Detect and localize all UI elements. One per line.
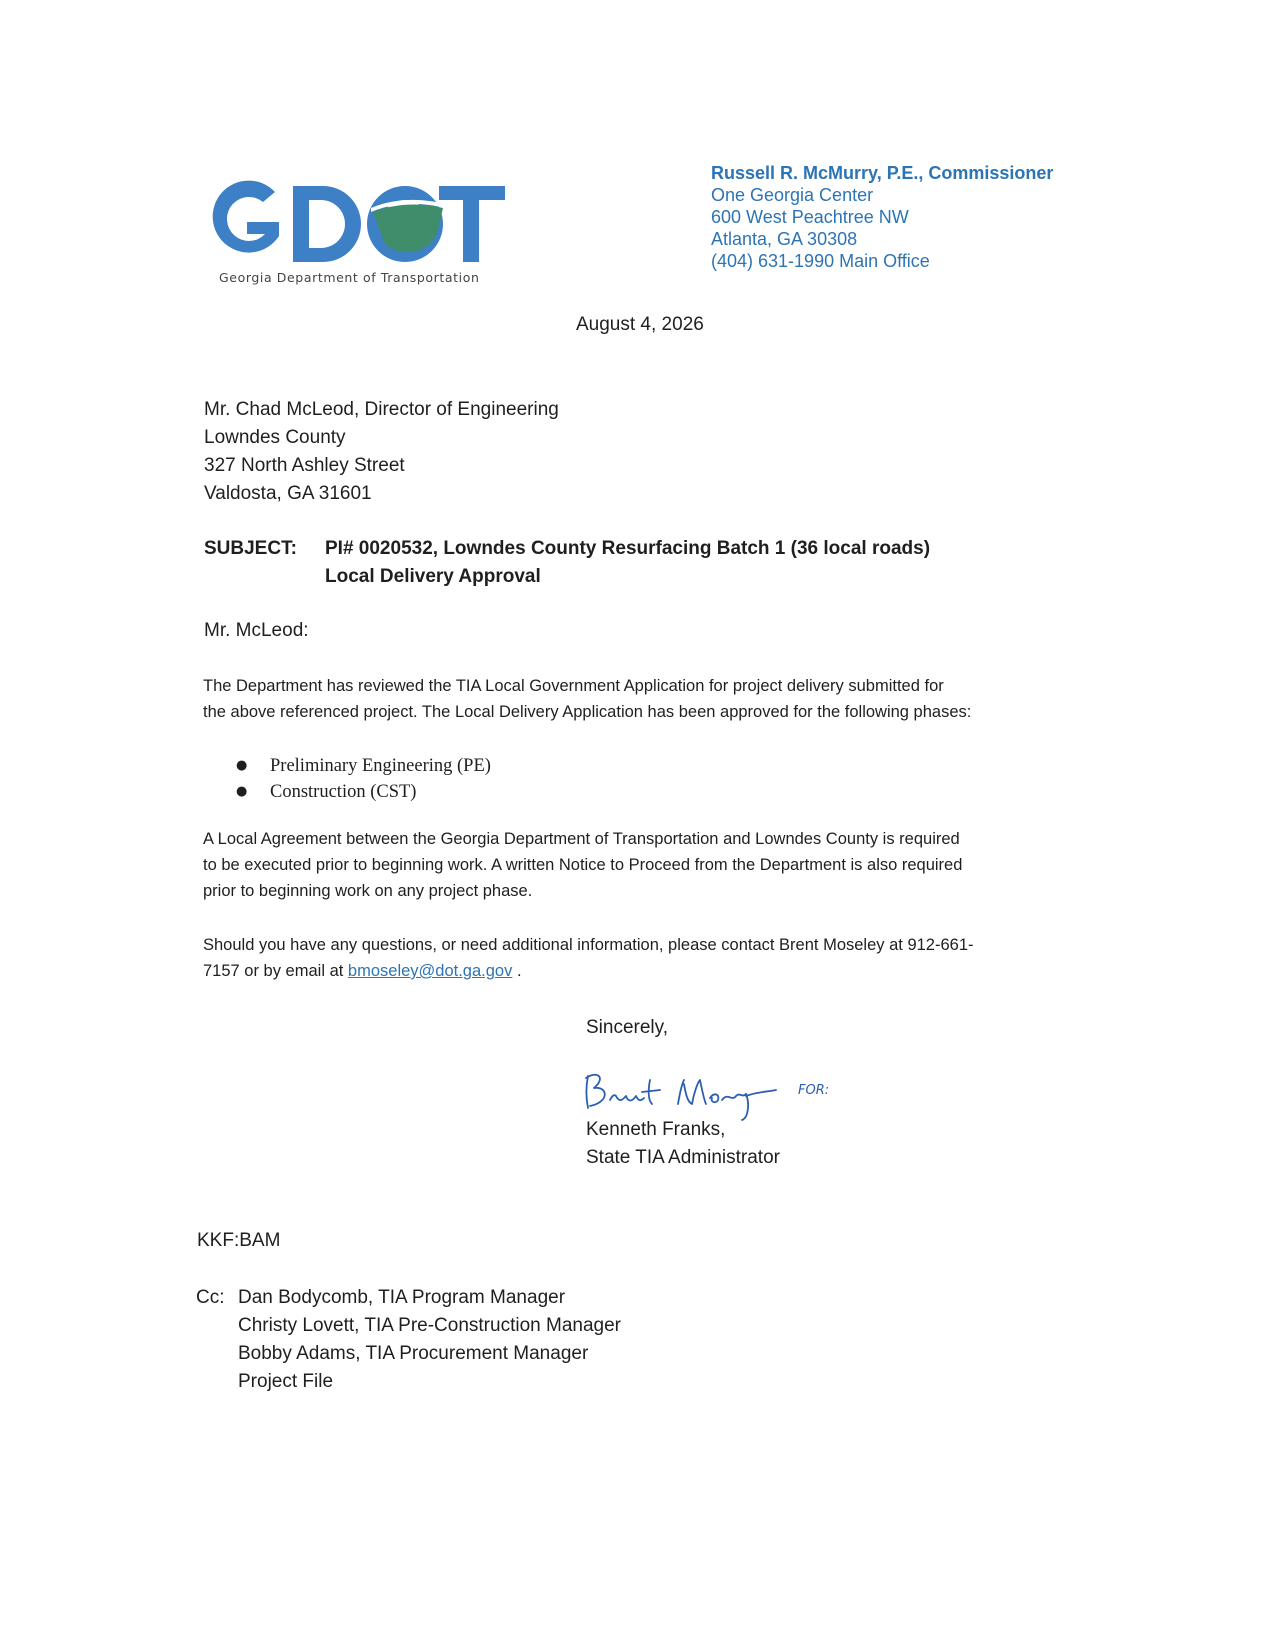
signature-for-note: FOR: <box>798 1083 830 1098</box>
paragraph-line: to be executed prior to beginning work. A written Notice to Proceed from the Department is also required <box>203 856 963 874</box>
letter-date: August 4, 2026 <box>576 314 704 335</box>
address-line: One Georgia Center <box>711 185 874 205</box>
bullet-icon: ● <box>236 784 248 799</box>
bullet-icon: ● <box>236 758 248 773</box>
gdot-logo <box>205 178 505 290</box>
closing: Sincerely, <box>586 1017 669 1038</box>
cc-recipient: Project File <box>238 1371 334 1392</box>
subject-line: PI# 0020532, Lowndes County Resurfacing Batch 1 (36 local roads) <box>325 538 931 559</box>
recipient-line: 327 North Ashley Street <box>204 455 405 476</box>
contact-prefix: 7157 or by email at <box>203 962 348 980</box>
logo-subtitle: Georgia Department of Transportation <box>219 270 480 285</box>
paragraph-line: the above referenced project. The Local Delivery Application has been approved for the following phases: <box>203 703 972 721</box>
phase-label: Construction (CST) <box>270 782 417 802</box>
paragraph-line: The Department has reviewed the TIA Local Government Application for project delivery submitted for <box>203 677 944 695</box>
recipient-address <box>204 396 559 508</box>
cc-recipient: Dan Bodycomb, TIA Program Manager <box>238 1287 566 1308</box>
cc-label: Cc: <box>196 1287 225 1308</box>
subject-line: Local Delivery Approval <box>325 566 541 587</box>
paragraph-line <box>203 958 1083 984</box>
address-line: Atlanta, GA 30308 <box>711 229 858 249</box>
handwritten-signature <box>580 1062 880 1122</box>
paragraph-line: prior to beginning work on any project phase. <box>203 882 533 900</box>
paragraph-contact <box>203 932 1083 984</box>
phase-label: Preliminary Engineering (PE) <box>270 756 491 776</box>
address-line: 600 West Peachtree NW <box>711 207 909 227</box>
paragraph-line: Should you have any questions, or need additional information, please contact Brent Moseley at 912-661- <box>203 936 974 954</box>
cc-recipient: Bobby Adams, TIA Procurement Manager <box>238 1343 589 1364</box>
list-item <box>236 753 491 779</box>
signature-drawing <box>580 1062 880 1122</box>
contact-suffix: . <box>512 962 522 980</box>
gdot-logo-mark <box>205 178 505 268</box>
commissioner-name: Russell R. McMurry, P.E., Commissioner <box>711 163 1054 183</box>
phone-line: (404) 631-1990 Main Office <box>711 251 930 271</box>
letterhead-address <box>711 162 1053 272</box>
salutation: Mr. McLeod: <box>204 620 309 641</box>
paragraph-review <box>203 673 1083 725</box>
recipient-line: Valdosta, GA 31601 <box>204 483 372 504</box>
signer-name: Kenneth Franks, <box>586 1119 726 1140</box>
subject-label: SUBJECT: <box>204 538 297 559</box>
signer-block <box>586 1116 780 1172</box>
paragraph-agreement <box>203 826 1083 904</box>
recipient-line: Lowndes County <box>204 427 346 448</box>
list-item <box>236 779 491 805</box>
paragraph-line: A Local Agreement between the Georgia Department of Transportation and Lowndes County is required <box>203 830 960 848</box>
reference-initials: KKF:BAM <box>197 1230 281 1251</box>
email-link[interactable]: bmoseley@dot.ga.gov <box>347 962 513 980</box>
cc-recipient: Christy Lovett, TIA Pre-Construction Manager <box>238 1315 621 1336</box>
recipient-line: Mr. Chad McLeod, Director of Engineering <box>204 399 559 420</box>
phase-list <box>236 753 491 805</box>
signer-title: State TIA Administrator <box>586 1147 780 1168</box>
